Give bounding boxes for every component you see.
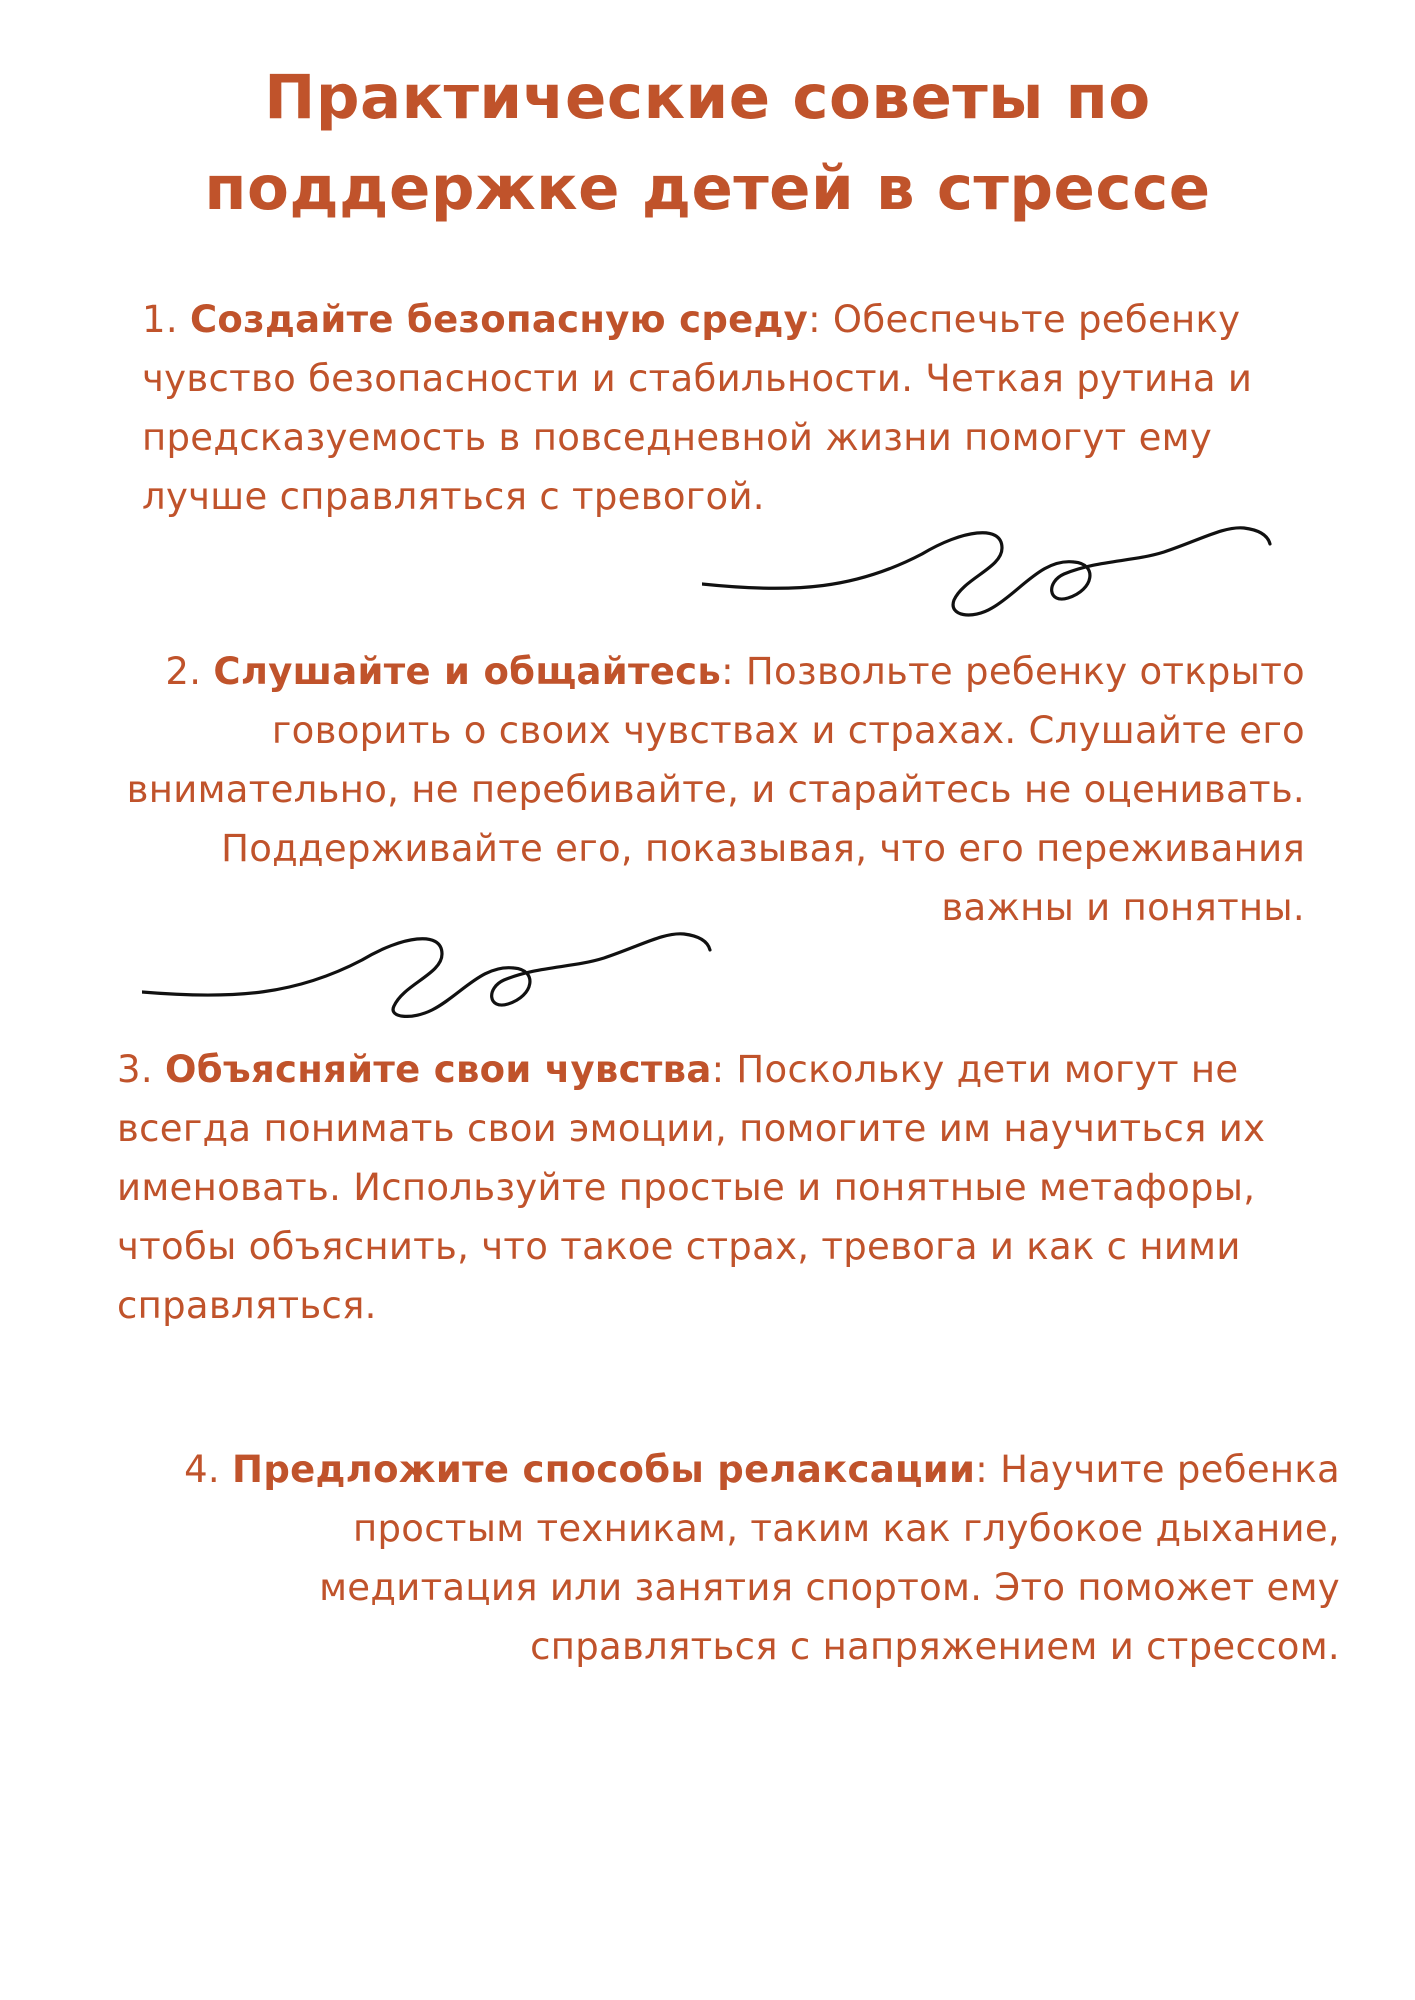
- swirl-divider-icon: [142, 908, 722, 1018]
- tip-3-line-5: справляться.: [117, 1284, 377, 1327]
- tip-4-line-2: простым техникам, таким как глубокое дыхание,: [352, 1507, 1340, 1550]
- tip-2-line-3: внимательно, не перебивайте, и старайтесь не оценивать.: [126, 768, 1305, 811]
- tip-1-heading: Создайте безопасную среду: [189, 298, 809, 341]
- tip-2-line-5: важны и понятны.: [941, 886, 1305, 929]
- tip-3-line-3: именовать. Используйте простые и понятные метафоры,: [117, 1166, 1256, 1209]
- tip-1-line-2: чувство безопасности и стабильности. Четкая рутина и: [142, 357, 1253, 400]
- tip-3-number: 3.: [117, 1048, 153, 1091]
- title-line-2: поддержке детей в стрессе: [204, 153, 1211, 224]
- tip-2-line-2: говорить о своих чувствах и страхах. Слушайте его: [271, 709, 1305, 752]
- tip-1-line-3: предсказуемость в повседневной жизни помогут ему: [142, 416, 1213, 459]
- tip-2-line-4: Поддерживайте его, показывая, что его переживания: [221, 827, 1305, 870]
- tip-2: [10, 642, 1305, 937]
- tip-4-line-4: справляться с напряжением и стрессом.: [530, 1625, 1340, 1668]
- title-line-1: Практические советы по: [264, 62, 1151, 133]
- tip-3-heading: Объясняйте свои чувства: [164, 1048, 712, 1091]
- tip-1-line-4: лучше справляться с тревогой.: [142, 475, 765, 518]
- tip-1-number: 1.: [142, 298, 178, 341]
- tip-3-line-4: чтобы объяснить, что такое страх, тревога и как с ними: [117, 1225, 1241, 1268]
- tip-4-line-1: : Научите ребенка: [975, 1448, 1340, 1491]
- tip-4: [100, 1440, 1340, 1676]
- tip-4-number: 4.: [184, 1448, 220, 1491]
- tip-4-heading: Предложите способы релаксации: [232, 1448, 976, 1491]
- tip-3: [117, 1040, 1357, 1335]
- tip-1: [142, 290, 1357, 526]
- tip-3-line-1: : Поскольку дети могут не: [711, 1048, 1239, 1091]
- swirl-divider-icon: [702, 516, 1282, 626]
- page-title: [100, 52, 1315, 234]
- tip-3-line-2: всегда понимать свои эмоции, помогите им научиться их: [117, 1107, 1266, 1150]
- tip-2-heading: Слушайте и общайтесь: [213, 650, 722, 693]
- tip-4-line-3: медитация или занятия спортом. Это поможет ему: [319, 1566, 1340, 1609]
- tip-2-line-1: : Позвольте ребенку открыто: [721, 650, 1305, 693]
- tip-2-number: 2.: [165, 650, 202, 693]
- tip-1-line-1: : Обеспечьте ребенку: [808, 298, 1241, 341]
